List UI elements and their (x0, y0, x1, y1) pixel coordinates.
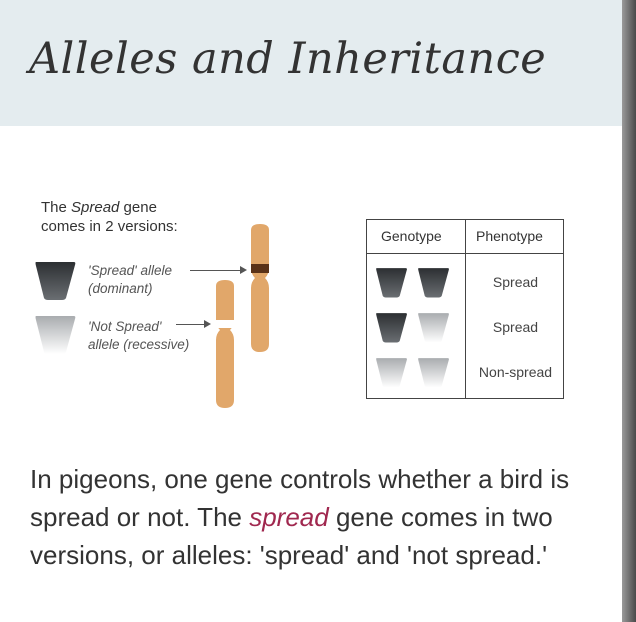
paragraph-text-start: In pigeons, one gene controls whether a bird is spread or not. The (30, 464, 570, 532)
recessive-label-line1: 'Not Spread' (88, 319, 162, 334)
paragraph-text-end: gene comes in two versions, or alleles: 'spread' and 'not spread.' (30, 502, 553, 570)
recessive-allele-label (88, 318, 189, 354)
dominant-label-line2: (dominant) (88, 281, 153, 296)
genotype-row2-allele1-icon (375, 309, 409, 345)
intro-line-2: comes in 2 versions: (41, 218, 178, 235)
dominant-arrow-line (190, 270, 240, 271)
genotype-row1-allele2-icon (417, 264, 451, 300)
paragraph-gene-name: spread (249, 502, 329, 532)
genotype-row3-allele1-icon (375, 354, 409, 390)
gene-intro (41, 198, 178, 236)
genotype-row2-allele2-icon (417, 309, 451, 345)
chromosome-recessive (210, 280, 240, 408)
recessive-label-line2: allele (recessive) (88, 337, 190, 352)
phenotype-row1: Spread (492, 274, 539, 290)
phenotype-row3: Non-spread (478, 364, 553, 380)
genotype-row1-allele1-icon (375, 264, 409, 300)
intro-gene-name: Spread (71, 199, 120, 216)
intro-text-end: gene (119, 199, 157, 216)
dominant-allele-label (88, 262, 172, 298)
genotype-phenotype-table (366, 219, 564, 399)
recessive-arrow-line (176, 324, 204, 325)
phenotype-header: Phenotype (476, 228, 543, 244)
table-divider-horizontal (367, 253, 563, 254)
genotype-row3-allele2-icon (417, 354, 451, 390)
dominant-allele-icon (34, 258, 78, 302)
page-title: Alleles and Inheritance (29, 34, 547, 84)
explanation-paragraph (30, 460, 590, 574)
header-banner (0, 0, 622, 126)
dominant-label-line1: 'Spread' allele (88, 263, 172, 278)
phenotype-row2: Spread (492, 319, 539, 335)
page-edge-shadow (622, 0, 636, 622)
genotype-header: Genotype (381, 228, 442, 244)
chromosome-dominant (245, 224, 275, 352)
intro-text: The (41, 199, 72, 216)
recessive-allele-icon (34, 312, 78, 356)
